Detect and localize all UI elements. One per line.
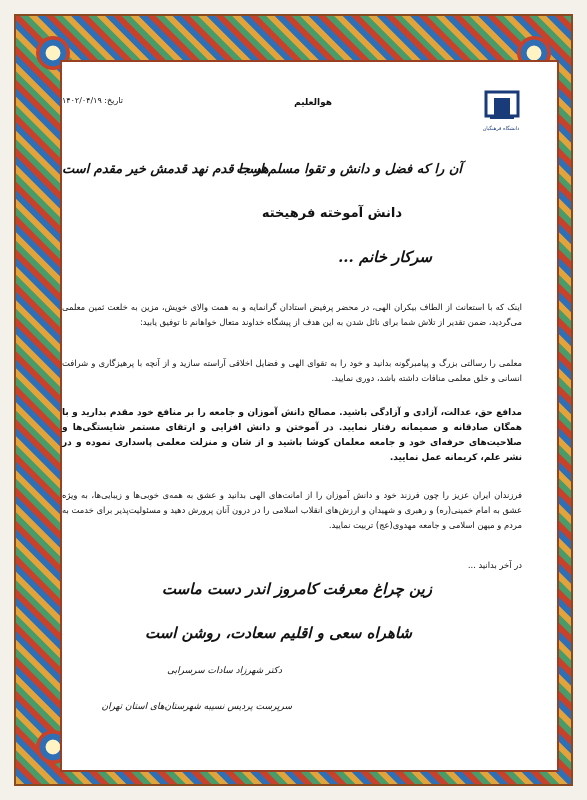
verse-line-1: زین چراغ معرفت کامروز اندر دست ماست	[161, 580, 432, 598]
logo-caption: دانشگاه فرهنگیان	[482, 126, 520, 132]
closing-text: در آخر بدانید ...	[467, 560, 522, 570]
signatory-title: سرپرست پردیس نسیبه شهرستان‌های استان تهران	[101, 702, 292, 712]
paragraph: مدافع حق، عدالت، آزادی و آزادگی باشید. مصالح دانش آموزان و جامعه را بر منافع خود مقدم بدارید و با همگان صادقانه و صمیمانه رفتار نمایید. در آموختن و دانش افزایی و ارتقای مستمر شایستگی‌ها و صلاحیت‌های حرفه‌ای خود و جامعه معلمان کوشا باشید و از شان و منزلت معلمی پاسداری نموده و در نشر علم، کریمانه عمل نمایید.	[62, 408, 522, 463]
date: تاریخ: ۱۴۰۲/۰۴/۱۹	[62, 96, 123, 105]
paragraph: معلمی را رسالتی بزرگ و پیامبرگونه بدانید و خود را به تقوای الهی و فضایل اخلاقی آراسته سازید و از آنچه با پرهیزگاری و شرافت انسانی و خلق معلمی منافات داشته باشد، دوری نمایید.	[62, 358, 522, 383]
slogan-right: آن را که فضل و دانش و تقوا مسلم است	[236, 162, 462, 177]
paragraph: اینک که با استعانت از الطاف بیکران الهی، در محضر پرفیض استادان گرانمایه و به همت والای خویش، مزین به خلعت ثمین معلمی می‌گردید، ضمن تقدیر از تلاش شما برای نائل شدن به این هدف از پیشگاه خداوند متعال خواهانم تا توفیق یابید:	[62, 302, 522, 327]
slogan-left: هر جا قدم نهد قدمش خیر مقدم است	[62, 162, 269, 177]
verse-line-2: شاهراه سعی و اقلیم سعادت، روشن است	[144, 624, 412, 642]
signatory-name: دکتر شهرزاد سادات سرسرابی	[167, 666, 282, 676]
certificate-title: دانش آموخته فرهیخته	[261, 206, 402, 221]
salutation: سرکار خانم ...	[338, 248, 432, 266]
motto: هوالعلیم	[294, 98, 332, 108]
university-logo-icon	[482, 88, 522, 126]
paragraph: فرزندان ایران عزیز را چون فرزند خود و دانش آموزان را از امانت‌های الهی بدانید و عشق به همه‌ی خوبی‌ها و زیبایی‌ها، به ویژه عشق به امام خمینی(ره) و رهبری و شهیدان و ارزش‌های انقلاب اسلامی را در درون آنان پرورش دهید و مسئولیت‌پذیر برای خدمت به مردم و میهن اسلامی و جامعه مهدوی(عج) تربیت نمایید.	[62, 490, 522, 530]
